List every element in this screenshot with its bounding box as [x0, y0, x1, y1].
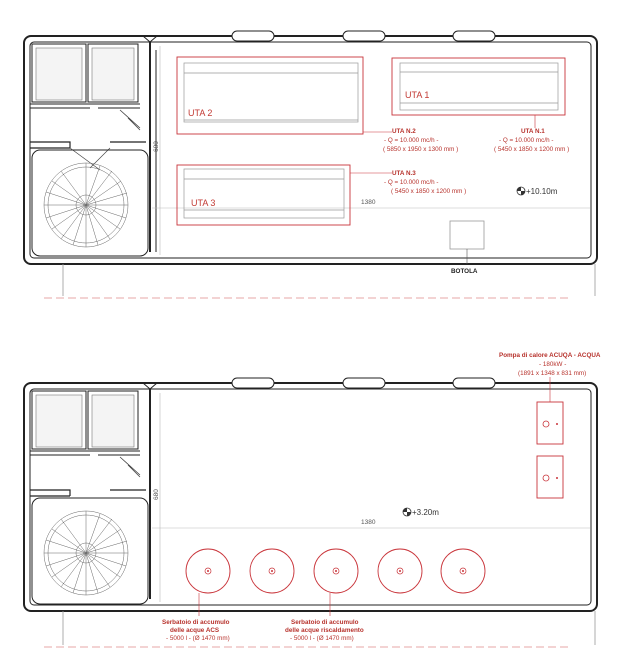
heat-pump-title: Pompa di calore ACUQA - ACQUA — [499, 352, 601, 359]
uta-3 — [177, 165, 350, 225]
uta-2-label: UTA 2 — [188, 108, 213, 118]
uta-3-title: UTA N.3 — [392, 170, 416, 177]
tank-1 — [186, 549, 230, 593]
heat-pump-1 — [537, 402, 563, 444]
uta-1-label: UTA 1 — [405, 90, 430, 100]
elevator-car-2 — [92, 48, 134, 100]
uta-2-callout — [363, 128, 458, 153]
uta-1 — [392, 58, 565, 115]
tank-3 — [314, 549, 358, 593]
tank-acs-line3: - 5000 l - (Ø 1470 mm) — [166, 635, 230, 642]
door-swing-bottom — [120, 457, 140, 477]
uta-2-size: ( 5850 x 1950 x 1300 mm ) — [383, 146, 459, 153]
uta-3-flow: - Q = 10.000 mc/h - — [384, 179, 439, 186]
stair-walls-top — [30, 142, 146, 148]
heat-pump-2-port — [543, 475, 549, 481]
uta-1-flow: - Q = 10.000 mc/h - — [499, 137, 554, 144]
stair-walls-bottom — [30, 490, 146, 496]
door-swing-top — [120, 110, 140, 130]
tank-acs-line2: delle acque ACS — [170, 627, 220, 634]
storage-tanks — [186, 549, 485, 616]
uta-2-flow: - Q = 10.000 mc/h - — [384, 137, 439, 144]
heat-pump-units — [537, 377, 563, 498]
bottom-plan — [24, 352, 601, 647]
hatch-top — [450, 221, 484, 249]
tank-4 — [378, 549, 422, 593]
uta-3-label: UTA 3 — [191, 198, 216, 208]
elevation-bottom: +3.20m — [412, 508, 439, 517]
uta-2-title: UTA N.2 — [392, 128, 416, 135]
uta-1-title: UTA N.1 — [521, 128, 545, 135]
heat-pump-1-port — [543, 421, 549, 427]
lobby-walls-bottom — [30, 451, 140, 455]
dim-width-bottom: 1380 — [361, 519, 376, 526]
tank-heating-line2: delle acque riscaldamento — [285, 627, 364, 634]
elevator-car-3 — [36, 395, 82, 447]
dim-height-top: 680 — [153, 141, 160, 152]
uta-3-callout — [350, 170, 466, 195]
tank-heating-line1: Serbatoio di accumulo — [291, 619, 359, 626]
elevator-car-4 — [92, 395, 134, 447]
elevation-top: +10.10m — [526, 187, 558, 196]
stairwell-bottom — [32, 498, 148, 604]
stairwell-top — [32, 150, 148, 256]
lobby-walls-top — [30, 104, 140, 108]
heat-pump-2-dot — [556, 477, 558, 479]
hatch-label: BOTOLA — [451, 268, 478, 275]
tank-heating-line3: - 5000 l - (Ø 1470 mm) — [290, 635, 354, 642]
tank-2 — [250, 549, 294, 593]
uta-1-callout — [494, 115, 569, 153]
heat-pump-2 — [537, 456, 563, 498]
ceiling-fixtures-bottom — [232, 378, 495, 388]
elevation-marker-bottom — [403, 508, 439, 517]
spiral-stair-top — [44, 163, 128, 247]
door-swing-stair-top — [70, 148, 110, 170]
uta-3-size: ( 5450 x 1850 x 1200 mm ) — [391, 188, 467, 195]
spiral-stair-bottom — [44, 511, 128, 595]
heat-pump-callout — [499, 352, 601, 377]
tank-acs-line1: Serbatoio di accumulo — [162, 619, 230, 626]
columns-top — [63, 264, 595, 296]
ceiling-fixtures-top — [232, 31, 495, 41]
heat-pump-1-dot — [556, 423, 558, 425]
elevation-marker-top — [517, 187, 558, 196]
tank-heating-callout — [285, 619, 364, 642]
heat-pump-size: (1891 x 1348 x 831 mm) — [518, 370, 587, 377]
uta-2 — [177, 57, 363, 134]
uta-1-size: ( 5450 x 1850 x 1200 mm ) — [494, 146, 570, 153]
elevator-car-1 — [36, 48, 82, 100]
tank-acs-callout — [162, 619, 230, 642]
heat-pump-power: - 180kW - — [539, 361, 567, 368]
top-plan — [24, 31, 597, 298]
dim-height-bottom: 680 — [153, 489, 160, 500]
dim-width-top: 1380 — [361, 199, 376, 206]
tank-5 — [441, 549, 485, 593]
